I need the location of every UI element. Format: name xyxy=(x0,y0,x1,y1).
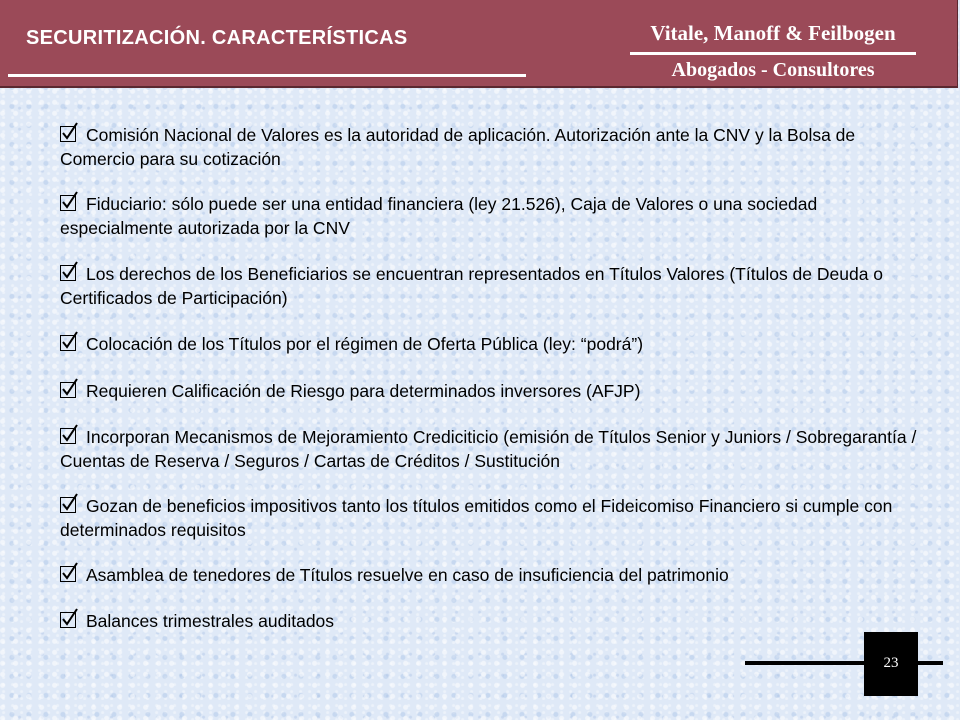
list-item xyxy=(60,494,920,542)
list-item xyxy=(60,262,920,310)
characteristics-list xyxy=(60,123,920,633)
header-bar xyxy=(0,0,958,88)
checkbox-checked-icon xyxy=(60,566,76,582)
list-item xyxy=(60,425,920,473)
list-item xyxy=(60,609,920,633)
checkbox-checked-icon xyxy=(60,612,76,628)
checkbox-checked-icon xyxy=(60,428,76,444)
list-item xyxy=(60,332,920,356)
list-item-text: Los derechos de los Beneficiarios se encuentran representados en Títulos Valores (Títulos de Deuda o Certificados de Participación) xyxy=(60,264,884,308)
firm-subtitle: Abogados - Consultores xyxy=(671,59,875,81)
page-number: 23 xyxy=(883,655,899,671)
list-item-text: Requieren Calificación de Riesgo para determinados inversores (AFJP) xyxy=(86,381,641,401)
firm-block xyxy=(620,20,926,82)
firm-divider xyxy=(630,52,916,55)
checkbox-checked-icon xyxy=(60,335,76,351)
list-item-text: Balances trimestrales auditados xyxy=(86,611,335,631)
list-item-text: Fiduciario: sólo puede ser una entidad financiera (ley 21.526), Caja de Valores o una sociedad especialmente autorizada por la CNV xyxy=(60,194,818,238)
list-item-text: Colocación de los Títulos por el régimen de Oferta Pública (ley: “podrá”) xyxy=(86,334,644,354)
checkbox-checked-icon xyxy=(60,497,76,513)
checkbox-checked-icon xyxy=(60,382,76,398)
list-item-text: Asamblea de tenedores de Títulos resuelve en caso de insuficiencia del patrimonio xyxy=(86,565,729,585)
slide-title: SECURITIZACIÓN. CARACTERÍSTICAS xyxy=(26,27,408,49)
checkbox-checked-icon xyxy=(60,195,76,211)
firm-name: Vitale, Manoff & Feilbogen xyxy=(650,21,896,45)
list-item-text: Incorporan Mecanismos de Mejoramiento Crediciticio (emisión de Títulos Senior y Juniors / Sobregarantía / Cuentas de Reserva / Seguros / Cartas de Créditos / Sustitución xyxy=(60,427,917,471)
list-item xyxy=(60,123,920,171)
list-item-text: Gozan de beneficios impositivos tanto los títulos emitidos como el Fideicomiso Financiero si cumple con determinados requisitos xyxy=(60,496,893,540)
checkbox-checked-icon xyxy=(60,126,76,142)
list-item xyxy=(60,379,920,403)
checkbox-checked-icon xyxy=(60,265,76,281)
page-number-box xyxy=(864,632,918,696)
title-underline xyxy=(8,74,526,77)
list-item xyxy=(60,563,920,587)
list-item-text: Comisión Nacional de Valores es la autoridad de aplicación. Autorización ante la CNV y la Bolsa de Comercio para su cotización xyxy=(60,125,856,169)
list-item xyxy=(60,192,920,240)
